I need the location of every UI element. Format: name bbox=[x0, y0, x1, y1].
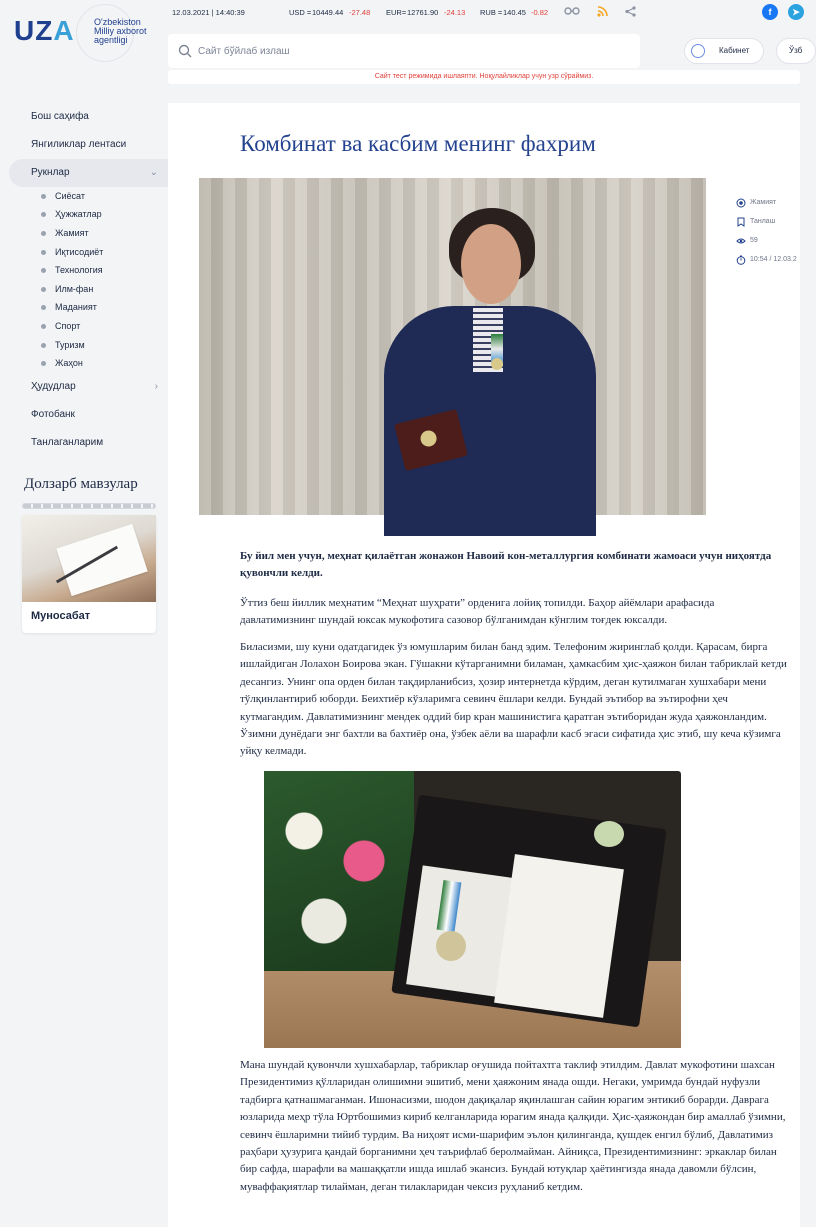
sidebar-subitem-world[interactable]: Жаҳон bbox=[41, 354, 83, 372]
topic-card-label: Муносабат bbox=[31, 610, 91, 622]
hero-face bbox=[461, 224, 521, 304]
search-box bbox=[168, 34, 640, 68]
topic-card[interactable] bbox=[22, 515, 156, 633]
bullet-icon bbox=[41, 250, 46, 255]
sidebar-subitem-tourism[interactable]: Туризм bbox=[41, 336, 85, 354]
article-photo-medal[interactable] bbox=[264, 771, 681, 1048]
sidebar-subitem-politics[interactable]: Сиёсат bbox=[41, 187, 85, 205]
article-hero-image[interactable] bbox=[199, 178, 706, 515]
glasses-icon[interactable] bbox=[564, 6, 578, 20]
search-icon[interactable] bbox=[178, 44, 192, 58]
sidebar-subitem-science[interactable]: Илм-фан bbox=[41, 280, 93, 298]
bullet-icon bbox=[41, 194, 46, 199]
clock-icon bbox=[736, 255, 746, 265]
rub-label: RUB = bbox=[480, 8, 503, 17]
sidebar-item-regions[interactable]: Ҳудудлар › bbox=[0, 373, 168, 401]
facebook-icon[interactable]: f bbox=[762, 4, 778, 20]
usd-value: 10449.44 bbox=[312, 8, 344, 17]
article bbox=[168, 103, 800, 1227]
photo-emblem bbox=[594, 821, 624, 847]
language-switcher[interactable]: Ўзб bbox=[776, 38, 816, 64]
sidebar-item-rubrics[interactable]: Рукнлар ⌄ bbox=[9, 159, 168, 187]
sidebar-subitem-documents[interactable]: Ҳужжатлар bbox=[41, 205, 102, 223]
sidebar-subitem-economy[interactable]: Иқтисодиёт bbox=[41, 243, 103, 261]
telegram-icon[interactable]: ➤ bbox=[788, 4, 804, 20]
topics-slider-indicator[interactable] bbox=[22, 503, 156, 509]
sidebar bbox=[0, 0, 168, 1227]
sidebar-subitem-technology[interactable]: Технология bbox=[41, 261, 103, 279]
cabinet-button[interactable]: Кабинет bbox=[684, 38, 764, 64]
sidebar-subitem-sport[interactable]: Спорт bbox=[41, 317, 80, 335]
chevron-down-icon: ⌄ bbox=[149, 167, 158, 178]
sidebar-item-news-feed[interactable]: Янгиликлар лентаси bbox=[31, 139, 127, 150]
hero-medal bbox=[491, 334, 503, 364]
bullet-icon bbox=[41, 268, 46, 273]
topics-title: Долзарб мавзулар bbox=[24, 476, 138, 492]
rub-value: 140.45 bbox=[503, 8, 526, 17]
usd-label: USD = bbox=[289, 8, 312, 17]
bullet-icon bbox=[41, 287, 46, 292]
sidebar-item-photobank[interactable]: Фотобанк bbox=[31, 409, 75, 420]
sidebar-item-home[interactable]: Бош саҳифа bbox=[31, 111, 89, 122]
sidebar-subitem-culture[interactable]: Маданият bbox=[41, 298, 97, 316]
meta-category[interactable]: Жамият bbox=[736, 197, 776, 209]
topic-card-image bbox=[22, 515, 156, 602]
sidebar-subitem-society[interactable]: Жамият bbox=[41, 224, 89, 242]
bullet-icon bbox=[41, 305, 46, 310]
article-title: Комбинат ва касбим менинг фахрим bbox=[240, 131, 596, 156]
search-input[interactable] bbox=[198, 42, 618, 60]
bullet-icon bbox=[41, 343, 46, 348]
rub-change: -0.82 bbox=[531, 8, 549, 17]
topic-card-paper bbox=[56, 524, 148, 596]
user-icon bbox=[691, 44, 705, 58]
bullet-icon bbox=[41, 324, 46, 329]
bullet-icon bbox=[41, 361, 46, 366]
usd-change: -27.48 bbox=[349, 8, 371, 17]
ticker-datetime: 12.03.2021 | 14:40:39 bbox=[172, 8, 245, 17]
photo-flowers bbox=[264, 771, 414, 971]
eur-value: 12761.90 bbox=[407, 8, 439, 17]
bookmark-icon bbox=[736, 217, 746, 227]
chevron-right-icon: › bbox=[154, 381, 158, 392]
rss-icon[interactable] bbox=[595, 6, 609, 20]
eye-icon bbox=[736, 236, 746, 246]
share-icon[interactable] bbox=[623, 6, 637, 20]
meta-time: 10:54 / 12.03.2 bbox=[736, 254, 797, 266]
bullet-icon bbox=[41, 231, 46, 236]
bullet-icon bbox=[41, 212, 46, 217]
test-mode-notice: Сайт тест режимида ишлаяпти. Ноқулайликлар учун узр сўраймиз. bbox=[168, 70, 800, 84]
eur-label: EUR= bbox=[386, 8, 407, 17]
target-icon bbox=[736, 198, 746, 208]
photo-medal bbox=[436, 931, 466, 961]
article-paragraph: Ўттиз беш йиллик меҳнатим “Меҳнат шуҳрати” орденига лойиқ топилди. Баҳор айёмлари арафасида давлатимизнинг шундай юксак мукофотига сазовор бўлганимдан кўнглим тоғдек юксалди. bbox=[240, 597, 715, 627]
article-paragraph: Мана шундай қувончли хушхабарлар, табриклар оғушида пойтахтга таклиф этилдим. Давлат мукофотини шахсан Президентимиз қўлларидан олишимни эшитиб, мени ҳаяжоним янада ошди. Негаки, умримда бундай нуфузли тадбирга қатнашмаганман. Ишонасизми, шодон дақиқалар яқинлашган сайин юрагим энтикиб борарди. Даврага юзларида меҳр тўла Юртбошимиз кириб келганларида юрагим янада қалқиди. Ҳис-ҳаяжондан бир амаллаб ўзимни, севинч ёшларимни тийиб турдим. Ва ниҳоят исми-шарифим эълон қилинганда, қушдек енгил бўлиб, Давлатимиз раҳбари ҳузурига қандай борганимни ҳеч таърифлаб беролмайман. Айниқса, Президентимизнинг: эркаклар билан бир сафда, шарафли ва машаққатли ишда ишлаб экансиз. Бундай ютуқлар ҳаётингизда янада давомли бўлсин, муваффақиятлар тилайман, деган тилакларидан чексиз руҳланиб кетдим. bbox=[240, 1059, 786, 1193]
sidebar-item-favorites[interactable]: Танлаганларим bbox=[31, 437, 104, 448]
eur-change: -24.13 bbox=[444, 8, 466, 17]
logo-subtitle: O'zbekiston Milliy axborot agentligi bbox=[94, 17, 147, 45]
meta-views: 59 bbox=[736, 235, 758, 247]
article-paragraph: Биласизми, шу куни одатдагидек ўз юмушларим билан банд эдим. Телефоним жиринглаб қолди. Қарасам, бирга ишлайдиган Лолахон Боирова экан. Гўшакни кўтарганимни биламан, ҳамкасбим ҳис-ҳаяжон билан табриклай кетди десангиз. Унинг опа орден билан тақдирланибсиз, ҳозир интернетда кўрдим, деган кутилмаган хушхабари мени тўлқинлантириб юборди. Беихтиёр кўзларимга севинч ёшлари келди. Бундай эътибор ва эътирофни ҳеч кутмагандим. Давлатимизнинг мендек оддий бир кран машинистига қаратган эътиборидан жуда ҳаяжонландим. Ўзимни дунёдаги энг бахтли ва бахтиёр она, ўзбек аёли ва шарафли касб эгаси сифатида ҳис этиб, шу кеча кўзимга уйқу келмади. bbox=[240, 641, 787, 758]
top-ticker bbox=[168, 0, 800, 26]
article-lead: Бу йил мен учун, меҳнат қилаётган жонажон Навоий кон-металлургия комбинати жамоаси учун ниҳоятда қувончли келди. bbox=[240, 550, 772, 579]
site-logo[interactable] bbox=[14, 14, 154, 50]
meta-bookmark[interactable]: Танлаш bbox=[736, 216, 775, 228]
logo-text: UZA bbox=[14, 15, 75, 46]
photo-certificate bbox=[494, 854, 624, 1018]
